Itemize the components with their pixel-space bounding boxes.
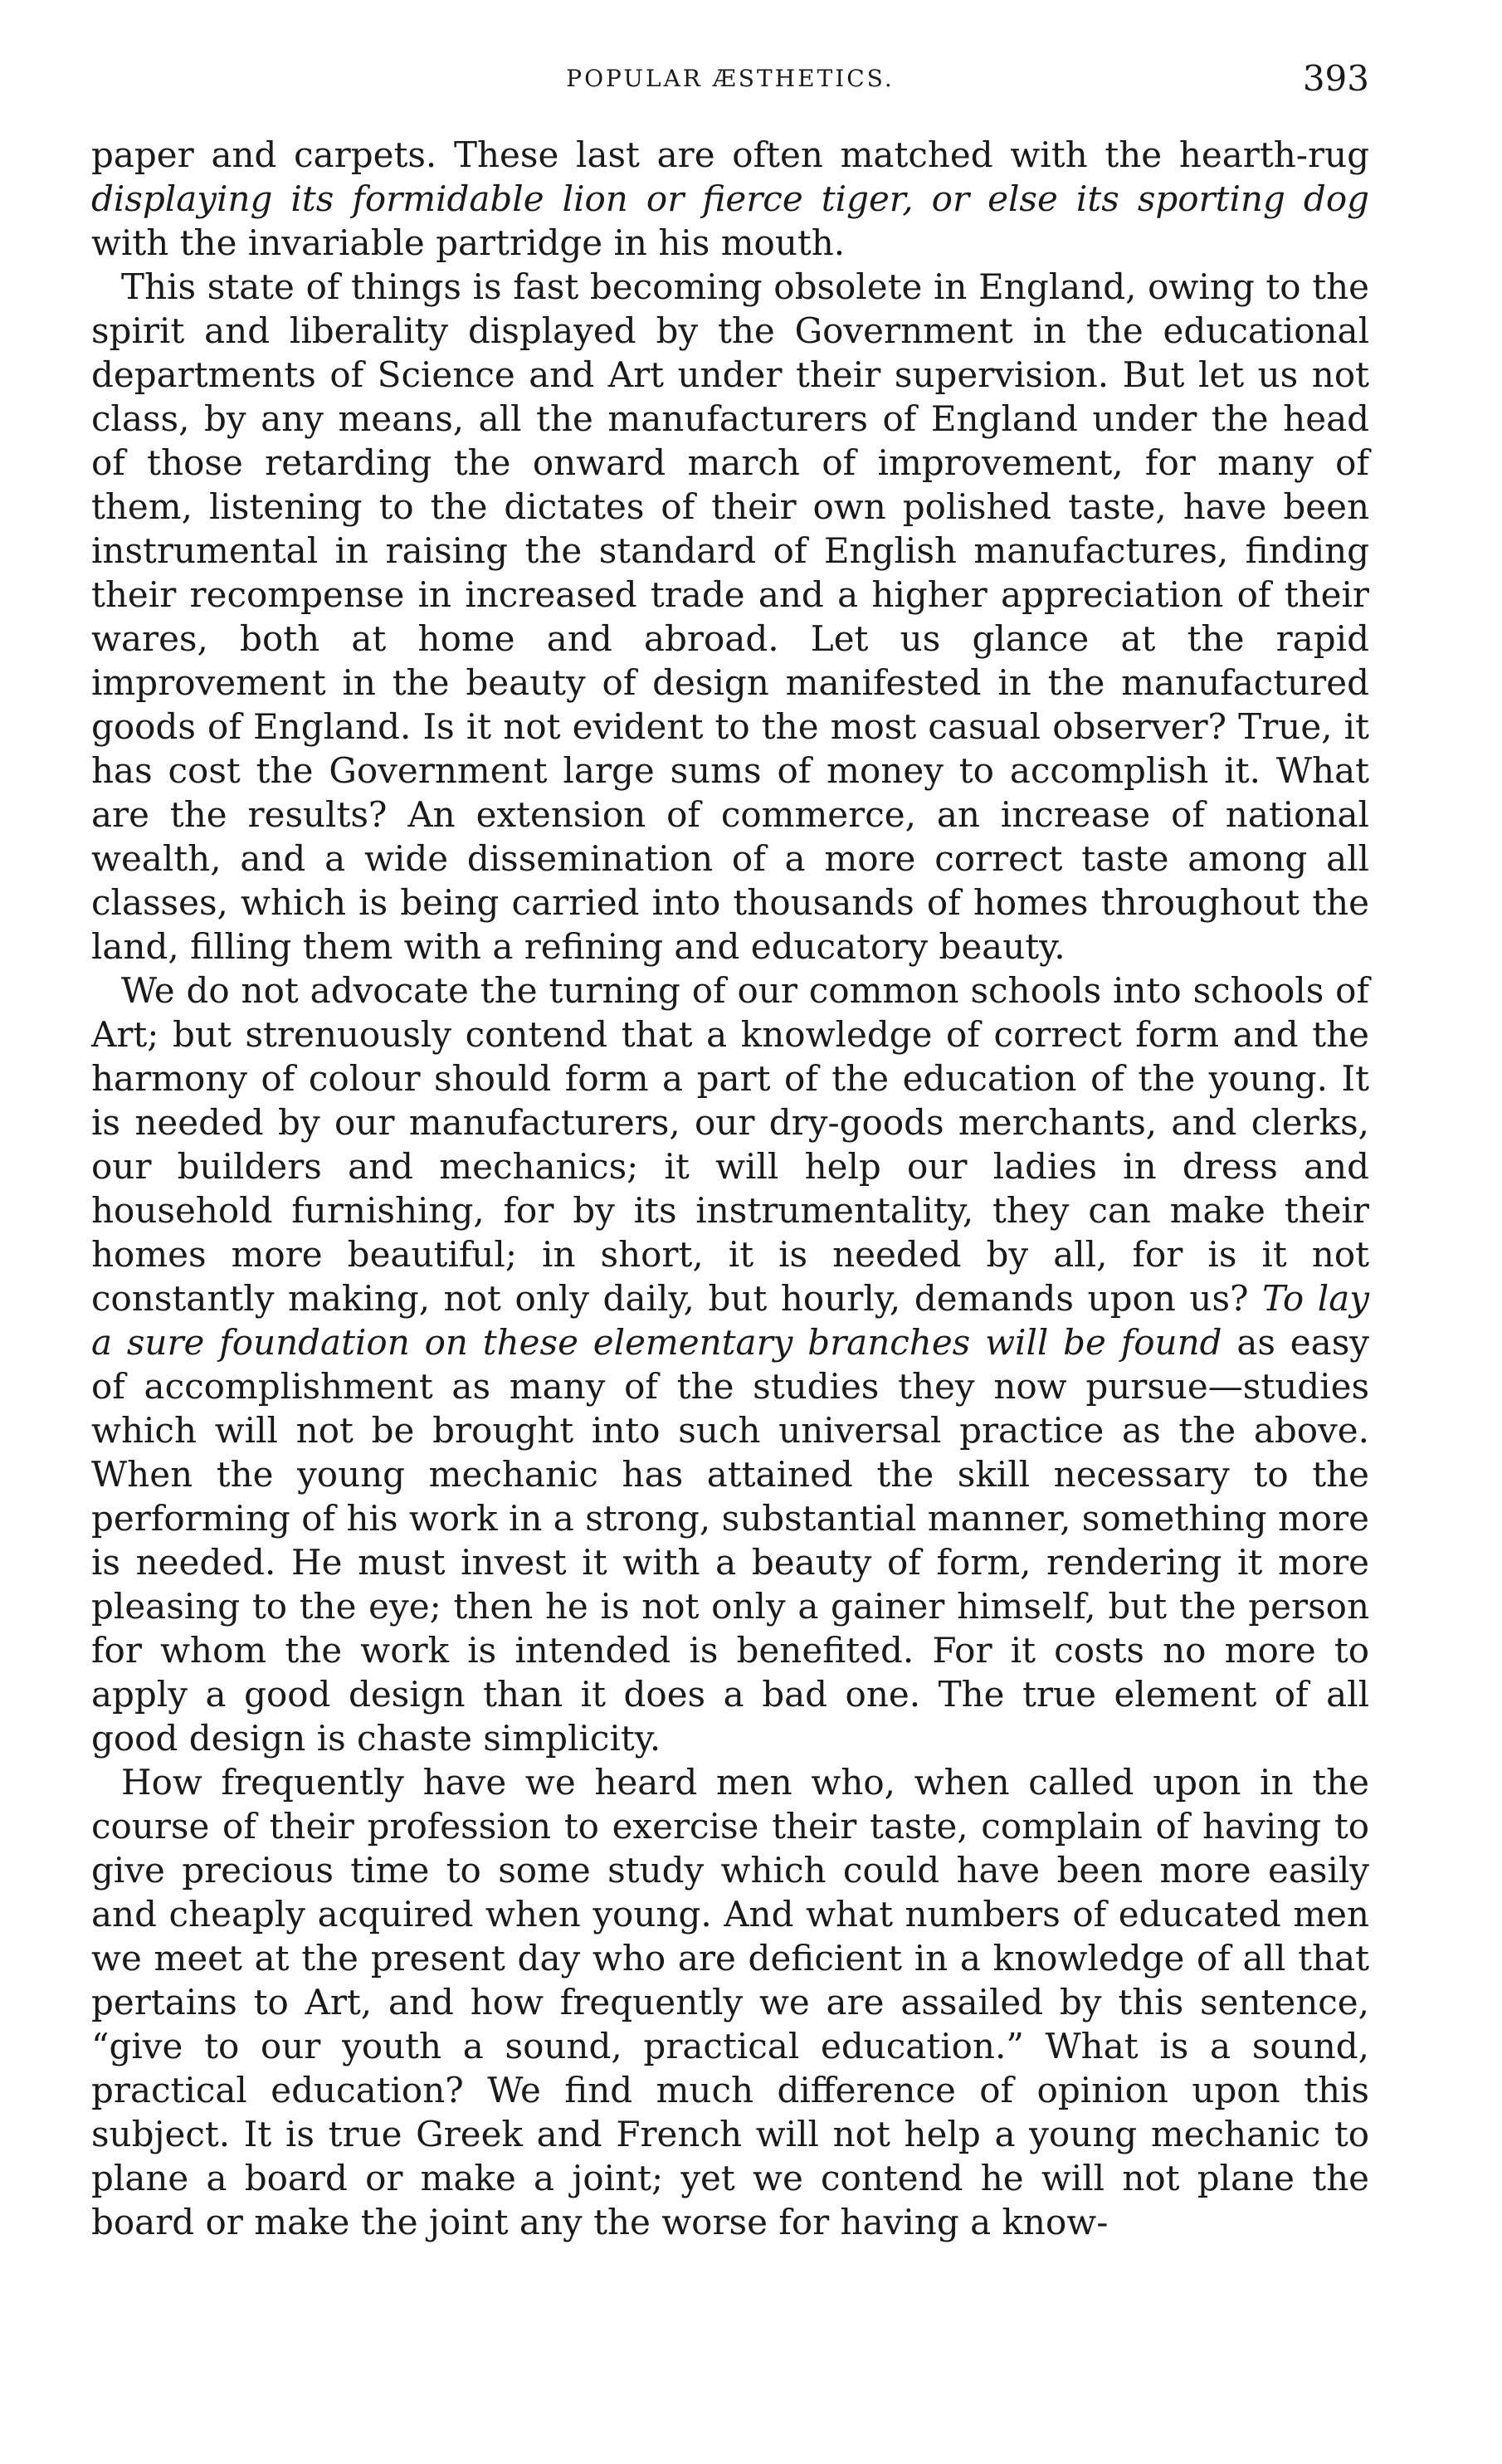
italic-text-segment: To lay a sure foundation on these elementary branches will be found xyxy=(91,1278,1369,1363)
text-segment: as easy of accomplishment as many of the studies they now pursue—studies which will not be brought into such universal practice as the above. When the young mechanic has attained the skill necessary to the performing of his work in a strong, substantial manner, something more is needed. He must invest it with a beauty of form, rendering it more pleasing to the eye; then he is not only a gainer himself, but the person for whom the work is intended is benefited. For it costs no more to apply a good design than it does a bad one. The true element of all good design is chaste simplicity. xyxy=(91,1322,1369,1759)
text-segment: with the invariable partridge in his mouth. xyxy=(91,222,846,263)
paragraph-4 xyxy=(91,1760,1369,2244)
paragraph-3 xyxy=(91,969,1369,1760)
text-segment: paper and carpets. These last are often matched with the hearth-rug xyxy=(91,134,1369,175)
body-text xyxy=(91,133,1369,2244)
paragraph-2 xyxy=(91,265,1369,969)
running-title: POPULAR ÆSTHETICS. xyxy=(566,65,895,92)
text-segment: How frequently have we heard men who, when called upon in the course of their profession to exercise their taste, complain of having to give precious time to some study which could have been more easily and cheaply acquired when young. And what numbers of educated men we meet at the present day who are deficient in a knowledge of all that pertains to Art, and how frequently we are assailed by this sentence, “give to our youth a sound, practical education.” What is a sound, practical education? We find much difference of opinion upon this subject. It is true Greek and French will not help a young mechanic to plane a board or make a joint; yet we contend he will not plane the board or make the joint any the worse for having a know- xyxy=(91,1762,1369,2242)
italic-text-segment: displaying its formidable lion or fierce tiger, or else its sporting dog xyxy=(91,178,1369,219)
text-segment: We do not advocate the turning of our common schools into schools of Art; but strenuously contend that a knowledge of correct form and the harmony of colour should form a part of the education of the young. It is needed by our manufacturers, our dry-goods merchants, and clerks, our builders and mechanics; it will help our ladies in dress and household furnishing, for by its instrumentality, they can make their homes more beautiful; in short, it is needed by all, for is it not constantly making, not only daily, but hourly, demands upon us? xyxy=(91,970,1369,1319)
text-segment: This state of things is fast becoming obsolete in England, owing to the spirit and liberality displayed by the Government in the educational departments of Science and Art under their supervision. But let us not class, by any means, all the manufacturers of England under the head of those retarding the onward march of improvement, for many of them, listening to the dictates of their own polished taste, have been instrumental in raising the standard of English manufactures, finding their recompense in increased trade and a higher appreciation of their wares, both at home and abroad. Let us glance at the rapid improvement in the beauty of design manifested in the manufactured goods of England. Is it not evident to the most casual observer? True, it has cost the Government large sums of money to accomplish it. What are the results? An extension of commerce, an increase of national wealth, and a wide dissemination of a more correct taste among all classes, which is being carried into thousands of homes throughout the land, filling them with a refining and educatory beauty. xyxy=(91,266,1369,967)
page-number: 393 xyxy=(1302,58,1369,99)
paragraph-1 xyxy=(91,133,1369,265)
running-head xyxy=(91,58,1369,108)
document-page xyxy=(91,58,1369,2244)
